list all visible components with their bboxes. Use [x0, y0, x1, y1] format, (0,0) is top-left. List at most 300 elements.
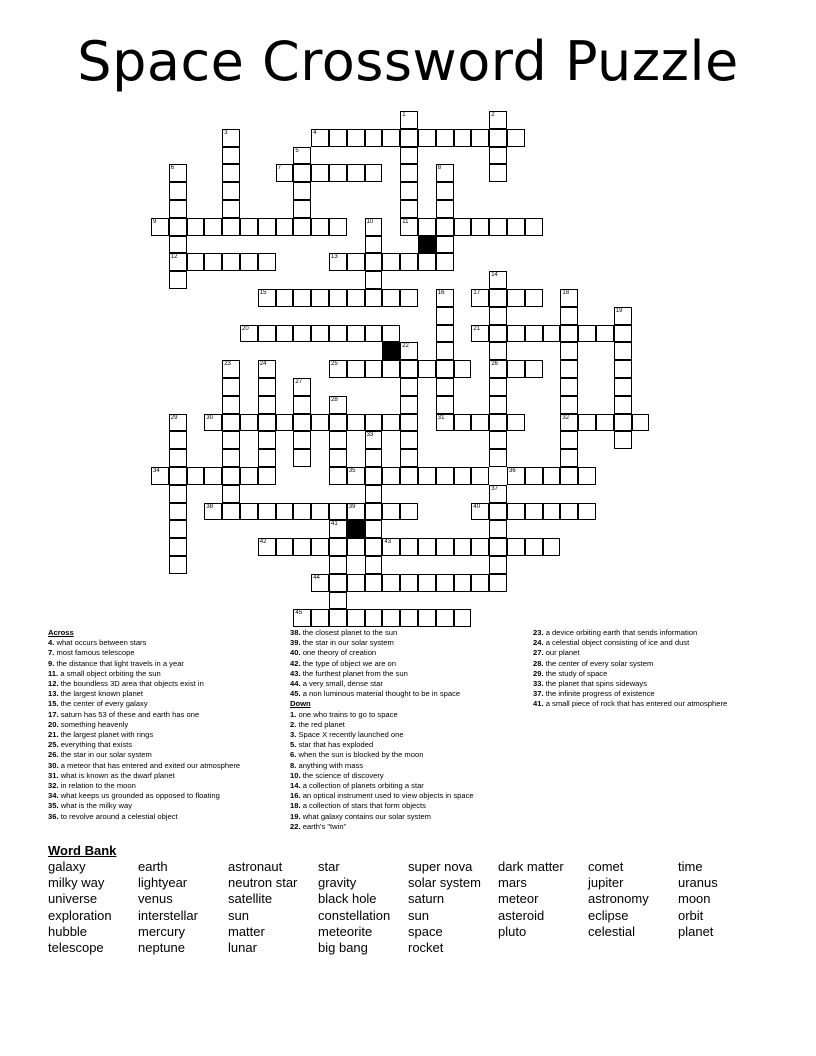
- grid-cell[interactable]: [471, 129, 489, 147]
- grid-cell[interactable]: [525, 503, 543, 521]
- grid-cell[interactable]: [454, 129, 472, 147]
- grid-cell[interactable]: [382, 129, 400, 147]
- grid-cell[interactable]: [507, 360, 525, 378]
- grid-cell[interactable]: [169, 253, 187, 271]
- grid-cell[interactable]: [436, 414, 454, 432]
- grid-cell[interactable]: [293, 200, 311, 218]
- grid-cell[interactable]: [382, 538, 400, 556]
- grid-cell[interactable]: [365, 467, 383, 485]
- grid-cell[interactable]: [276, 503, 294, 521]
- grid-cell[interactable]: [400, 449, 418, 467]
- grid-cell[interactable]: [293, 218, 311, 236]
- grid-cell[interactable]: [436, 164, 454, 182]
- clue-text: the boundless 3D area that objects exist in: [60, 679, 204, 689]
- grid-cell[interactable]: [614, 414, 632, 432]
- grid-cell[interactable]: [347, 253, 365, 271]
- grid-cell[interactable]: [471, 538, 489, 556]
- grid-cell[interactable]: [329, 467, 347, 485]
- grid-cell[interactable]: [293, 609, 311, 627]
- grid-cell[interactable]: [293, 289, 311, 307]
- grid-cell[interactable]: [276, 164, 294, 182]
- grid-cell[interactable]: [400, 414, 418, 432]
- grid-cell[interactable]: [276, 414, 294, 432]
- grid-cell[interactable]: [222, 485, 240, 503]
- grid-cell[interactable]: [436, 307, 454, 325]
- grid-cell[interactable]: [293, 538, 311, 556]
- grid-cell[interactable]: [222, 147, 240, 165]
- grid-cell[interactable]: [454, 414, 472, 432]
- grid-cell[interactable]: [400, 111, 418, 129]
- grid-cell[interactable]: [258, 360, 276, 378]
- grid-cell[interactable]: [240, 503, 258, 521]
- grid-cell[interactable]: [614, 325, 632, 343]
- grid-cell[interactable]: [418, 609, 436, 627]
- grid-cell[interactable]: [293, 378, 311, 396]
- grid-cell[interactable]: [507, 218, 525, 236]
- grid-cell[interactable]: [365, 253, 383, 271]
- grid-cell[interactable]: [329, 431, 347, 449]
- grid-cell[interactable]: [560, 325, 578, 343]
- grid-cell[interactable]: [454, 360, 472, 378]
- grid-cell[interactable]: [311, 218, 329, 236]
- grid-cell[interactable]: [258, 253, 276, 271]
- grid-cell[interactable]: [365, 556, 383, 574]
- grid-cell[interactable]: [418, 218, 436, 236]
- grid-cell[interactable]: [596, 325, 614, 343]
- grid-cell[interactable]: [365, 271, 383, 289]
- grid-cell[interactable]: [614, 378, 632, 396]
- grid-cell[interactable]: [400, 396, 418, 414]
- grid-cell[interactable]: [489, 129, 507, 147]
- grid-cell[interactable]: [276, 218, 294, 236]
- grid-cell[interactable]: [329, 325, 347, 343]
- grid-cell[interactable]: [454, 609, 472, 627]
- grid-cell[interactable]: [507, 129, 525, 147]
- grid-cell[interactable]: [560, 289, 578, 307]
- grid-cell[interactable]: [400, 164, 418, 182]
- clue-text: star that has exploded: [298, 740, 374, 750]
- grid-cell[interactable]: [489, 111, 507, 129]
- grid-cell[interactable]: [489, 396, 507, 414]
- grid-cell[interactable]: [436, 538, 454, 556]
- grid-cell[interactable]: [400, 503, 418, 521]
- grid-cell[interactable]: [329, 253, 347, 271]
- grid-cell[interactable]: [382, 289, 400, 307]
- grid-cell[interactable]: [169, 556, 187, 574]
- grid-cell[interactable]: [329, 164, 347, 182]
- grid-cell[interactable]: [365, 236, 383, 254]
- grid-cell[interactable]: [382, 609, 400, 627]
- grid-cell[interactable]: [240, 414, 258, 432]
- grid-cell[interactable]: [365, 289, 383, 307]
- grid-cell[interactable]: [471, 325, 489, 343]
- grid-cell[interactable]: [276, 289, 294, 307]
- grid-cell[interactable]: [151, 467, 169, 485]
- grid-cell[interactable]: [311, 129, 329, 147]
- grid-cell[interactable]: [365, 609, 383, 627]
- grid-cell[interactable]: [560, 307, 578, 325]
- grid-cell[interactable]: [400, 200, 418, 218]
- grid-cell[interactable]: [329, 289, 347, 307]
- grid-cell[interactable]: [169, 449, 187, 467]
- grid-cell[interactable]: [258, 289, 276, 307]
- grid-cell[interactable]: [222, 164, 240, 182]
- grid-cell[interactable]: [365, 360, 383, 378]
- grid-cell[interactable]: [240, 218, 258, 236]
- grid-cell[interactable]: [525, 289, 543, 307]
- clue-number: 6: [170, 165, 175, 172]
- grid-cell[interactable]: [151, 218, 169, 236]
- grid-cell[interactable]: [347, 360, 365, 378]
- grid-cell[interactable]: [204, 503, 222, 521]
- grid-cell[interactable]: [578, 503, 596, 521]
- grid-cell[interactable]: [276, 538, 294, 556]
- grid-cell[interactable]: [187, 253, 205, 271]
- clue-label-number: 8.: [290, 760, 297, 770]
- grid-cell[interactable]: [560, 503, 578, 521]
- grid-cell[interactable]: [436, 342, 454, 360]
- grid-cell[interactable]: [400, 218, 418, 236]
- grid-cell[interactable]: [222, 218, 240, 236]
- grid-cell[interactable]: [614, 431, 632, 449]
- clue-label-number: 36.: [48, 811, 59, 821]
- grid-cell[interactable]: [365, 218, 383, 236]
- grid-cell[interactable]: [507, 414, 525, 432]
- grid-cell[interactable]: [578, 467, 596, 485]
- grid-cell[interactable]: [311, 325, 329, 343]
- grid-cell[interactable]: [525, 467, 543, 485]
- grid-cell[interactable]: [347, 609, 365, 627]
- grid-cell[interactable]: [169, 200, 187, 218]
- grid-cell[interactable]: [329, 609, 347, 627]
- grid-cell[interactable]: [311, 574, 329, 592]
- grid-cell[interactable]: [560, 431, 578, 449]
- grid-cell[interactable]: [347, 289, 365, 307]
- grid-cell[interactable]: [329, 129, 347, 147]
- grid-cell[interactable]: [560, 378, 578, 396]
- grid-cell[interactable]: [543, 538, 561, 556]
- grid-cell[interactable]: [293, 396, 311, 414]
- grid-cell[interactable]: [400, 147, 418, 165]
- grid-cell[interactable]: [347, 538, 365, 556]
- grid-cell[interactable]: [365, 449, 383, 467]
- grid-cell[interactable]: [293, 164, 311, 182]
- grid-cell[interactable]: [311, 503, 329, 521]
- grid-cell[interactable]: [240, 467, 258, 485]
- grid-cell[interactable]: [418, 574, 436, 592]
- grid-cell[interactable]: [169, 485, 187, 503]
- grid-cell[interactable]: [560, 396, 578, 414]
- grid-cell[interactable]: [347, 503, 365, 521]
- grid-cell[interactable]: [347, 467, 365, 485]
- grid-cell[interactable]: [400, 342, 418, 360]
- grid-cell[interactable]: [418, 467, 436, 485]
- grid-cell[interactable]: [293, 431, 311, 449]
- grid-cell[interactable]: [365, 129, 383, 147]
- grid-cell[interactable]: [365, 164, 383, 182]
- grid-cell[interactable]: [365, 485, 383, 503]
- grid-cell[interactable]: [436, 182, 454, 200]
- grid-cell[interactable]: [222, 360, 240, 378]
- grid-cell[interactable]: [489, 325, 507, 343]
- grid-cell[interactable]: [222, 200, 240, 218]
- grid-cell[interactable]: [489, 360, 507, 378]
- grid-cell[interactable]: [400, 289, 418, 307]
- grid-cell[interactable]: [240, 253, 258, 271]
- grid-cell[interactable]: [614, 396, 632, 414]
- grid-cell[interactable]: [525, 538, 543, 556]
- grid-cell[interactable]: [258, 449, 276, 467]
- grid-cell[interactable]: [596, 414, 614, 432]
- grid-cell[interactable]: [169, 431, 187, 449]
- grid-cell[interactable]: [400, 129, 418, 147]
- grid-cell[interactable]: [258, 325, 276, 343]
- grid-cell[interactable]: [187, 467, 205, 485]
- grid-cell[interactable]: [489, 307, 507, 325]
- grid-cell[interactable]: [258, 396, 276, 414]
- grid-cell[interactable]: [169, 218, 187, 236]
- grid-cell[interactable]: [329, 538, 347, 556]
- grid-cell[interactable]: [169, 538, 187, 556]
- grid-cell[interactable]: [632, 414, 650, 432]
- grid-cell[interactable]: [560, 467, 578, 485]
- grid-cell[interactable]: [365, 538, 383, 556]
- grid-cell[interactable]: [329, 574, 347, 592]
- grid-cell[interactable]: [400, 609, 418, 627]
- word-bank-item: matter: [228, 923, 265, 939]
- grid-cell[interactable]: [365, 503, 383, 521]
- grid-cell[interactable]: [382, 503, 400, 521]
- grid-cell[interactable]: [169, 414, 187, 432]
- clue-label-number: 22.: [290, 821, 301, 831]
- grid-cell[interactable]: [507, 467, 525, 485]
- grid-cell[interactable]: [454, 574, 472, 592]
- grid-cell[interactable]: [329, 396, 347, 414]
- clue-text: the center of every solar system: [545, 658, 654, 668]
- grid-cell[interactable]: [293, 503, 311, 521]
- grid-cell[interactable]: [169, 503, 187, 521]
- grid-cell[interactable]: [311, 538, 329, 556]
- grid-cell[interactable]: [560, 360, 578, 378]
- grid-cell[interactable]: [240, 325, 258, 343]
- grid-cell[interactable]: [258, 467, 276, 485]
- grid-cell[interactable]: [471, 574, 489, 592]
- grid-cell[interactable]: [258, 431, 276, 449]
- grid-cell[interactable]: [436, 378, 454, 396]
- grid-cell[interactable]: [311, 164, 329, 182]
- grid-cell[interactable]: [400, 431, 418, 449]
- grid-cell[interactable]: [614, 307, 632, 325]
- grid-cell[interactable]: [578, 414, 596, 432]
- grid-cell[interactable]: [489, 574, 507, 592]
- grid-cell[interactable]: [347, 129, 365, 147]
- grid-cell[interactable]: [222, 182, 240, 200]
- grid-cell[interactable]: [507, 289, 525, 307]
- grid-cell[interactable]: [400, 467, 418, 485]
- grid-cell[interactable]: [276, 325, 294, 343]
- grid-cell[interactable]: [489, 218, 507, 236]
- grid-cell[interactable]: [382, 253, 400, 271]
- grid-cell[interactable]: [436, 218, 454, 236]
- grid-cell[interactable]: [311, 609, 329, 627]
- grid-cell[interactable]: [400, 538, 418, 556]
- grid-cell[interactable]: [329, 360, 347, 378]
- clue-item: [48, 720, 270, 730]
- grid-cell[interactable]: [489, 556, 507, 574]
- clue-label-number: 20.: [48, 719, 59, 729]
- grid-cell[interactable]: [258, 378, 276, 396]
- grid-cell[interactable]: [489, 289, 507, 307]
- grid-cell[interactable]: [382, 360, 400, 378]
- grid-cell[interactable]: [436, 129, 454, 147]
- grid-cell[interactable]: [169, 164, 187, 182]
- grid-cell[interactable]: [543, 503, 561, 521]
- grid-cell[interactable]: [400, 182, 418, 200]
- grid-cell[interactable]: [400, 378, 418, 396]
- grid-cell[interactable]: [329, 556, 347, 574]
- grid-cell[interactable]: [329, 592, 347, 610]
- clue-number: 44: [313, 574, 320, 581]
- grid-cell[interactable]: [347, 164, 365, 182]
- grid-cell[interactable]: [436, 467, 454, 485]
- grid-cell[interactable]: [222, 467, 240, 485]
- grid-cell[interactable]: [489, 520, 507, 538]
- grid-cell[interactable]: [169, 236, 187, 254]
- grid-cell[interactable]: [436, 574, 454, 592]
- grid-cell[interactable]: [347, 325, 365, 343]
- grid-cell[interactable]: [471, 503, 489, 521]
- grid-cell[interactable]: [169, 520, 187, 538]
- grid-cell[interactable]: [204, 414, 222, 432]
- grid-cell[interactable]: [489, 342, 507, 360]
- grid-cell[interactable]: [329, 449, 347, 467]
- grid-cell[interactable]: [507, 325, 525, 343]
- grid-cell[interactable]: [222, 414, 240, 432]
- grid-cell[interactable]: [293, 414, 311, 432]
- grid-cell[interactable]: [560, 414, 578, 432]
- grid-cell[interactable]: [204, 253, 222, 271]
- grid-cell[interactable]: [418, 360, 436, 378]
- grid-cell[interactable]: [400, 360, 418, 378]
- grid-cell[interactable]: [436, 236, 454, 254]
- grid-cell[interactable]: [418, 538, 436, 556]
- grid-cell[interactable]: [222, 129, 240, 147]
- grid-cell[interactable]: [329, 503, 347, 521]
- grid-cell[interactable]: [436, 360, 454, 378]
- grid-cell[interactable]: [418, 129, 436, 147]
- grid-cell[interactable]: [222, 449, 240, 467]
- grid-cell[interactable]: [454, 218, 472, 236]
- grid-cell[interactable]: [436, 200, 454, 218]
- grid-cell[interactable]: [293, 325, 311, 343]
- grid-cell[interactable]: [560, 449, 578, 467]
- grid-cell[interactable]: [329, 414, 347, 432]
- grid-cell[interactable]: [400, 574, 418, 592]
- grid-cell[interactable]: [489, 449, 507, 467]
- grid-cell[interactable]: [222, 431, 240, 449]
- grid-cell[interactable]: [489, 485, 507, 503]
- grid-cell[interactable]: [436, 289, 454, 307]
- grid-cell[interactable]: [311, 414, 329, 432]
- grid-cell[interactable]: [400, 253, 418, 271]
- grid-cell[interactable]: [471, 289, 489, 307]
- grid-cell[interactable]: [329, 218, 347, 236]
- grid-cell[interactable]: [507, 538, 525, 556]
- grid-cell[interactable]: [222, 503, 240, 521]
- grid-cell[interactable]: [382, 467, 400, 485]
- grid-cell[interactable]: [525, 325, 543, 343]
- grid-cell[interactable]: [525, 218, 543, 236]
- grid-cell[interactable]: [258, 218, 276, 236]
- grid-cell[interactable]: [471, 218, 489, 236]
- grid-cell[interactable]: [365, 431, 383, 449]
- grid-cell[interactable]: [258, 538, 276, 556]
- grid-cell[interactable]: [258, 414, 276, 432]
- grid-cell[interactable]: [329, 520, 347, 538]
- grid-cell[interactable]: [204, 218, 222, 236]
- grid-cell[interactable]: [489, 164, 507, 182]
- grid-cell[interactable]: [347, 574, 365, 592]
- grid-cell[interactable]: [489, 414, 507, 432]
- grid-cell[interactable]: [471, 467, 489, 485]
- grid-cell[interactable]: [614, 342, 632, 360]
- grid-cell[interactable]: [543, 467, 561, 485]
- grid-cell[interactable]: [436, 253, 454, 271]
- grid-cell[interactable]: [418, 253, 436, 271]
- grid-cell[interactable]: [365, 325, 383, 343]
- grid-cell[interactable]: [578, 325, 596, 343]
- grid-cell[interactable]: [311, 289, 329, 307]
- grid-cell[interactable]: [507, 503, 525, 521]
- grid-cell[interactable]: [543, 325, 561, 343]
- grid-cell[interactable]: [365, 414, 383, 432]
- grid-cell[interactable]: [258, 503, 276, 521]
- grid-cell[interactable]: [382, 574, 400, 592]
- grid-cell[interactable]: [471, 414, 489, 432]
- grid-cell[interactable]: [365, 574, 383, 592]
- grid-cell[interactable]: [382, 414, 400, 432]
- grid-cell[interactable]: [204, 467, 222, 485]
- grid-cell[interactable]: [454, 467, 472, 485]
- grid-cell[interactable]: [489, 271, 507, 289]
- grid-cell[interactable]: [222, 396, 240, 414]
- grid-cell[interactable]: [169, 182, 187, 200]
- grid-cell[interactable]: [489, 147, 507, 165]
- grid-cell[interactable]: [489, 503, 507, 521]
- grid-cell[interactable]: [436, 396, 454, 414]
- grid-cell[interactable]: [436, 609, 454, 627]
- grid-cell[interactable]: [293, 449, 311, 467]
- grid-cell[interactable]: [293, 182, 311, 200]
- grid-cell[interactable]: [454, 538, 472, 556]
- grid-cell[interactable]: [525, 360, 543, 378]
- grid-cell[interactable]: [222, 378, 240, 396]
- grid-cell[interactable]: [489, 431, 507, 449]
- grid-cell[interactable]: [614, 360, 632, 378]
- grid-cell[interactable]: [222, 253, 240, 271]
- grid-cell[interactable]: [382, 325, 400, 343]
- grid-cell[interactable]: [293, 147, 311, 165]
- grid-cell[interactable]: [187, 218, 205, 236]
- grid-cell[interactable]: [347, 414, 365, 432]
- grid-cell[interactable]: [365, 520, 383, 538]
- grid-cell[interactable]: [489, 538, 507, 556]
- grid-cell[interactable]: [169, 467, 187, 485]
- grid-cell[interactable]: [169, 271, 187, 289]
- grid-cell[interactable]: [436, 325, 454, 343]
- grid-cell[interactable]: [489, 378, 507, 396]
- grid-cell[interactable]: [560, 342, 578, 360]
